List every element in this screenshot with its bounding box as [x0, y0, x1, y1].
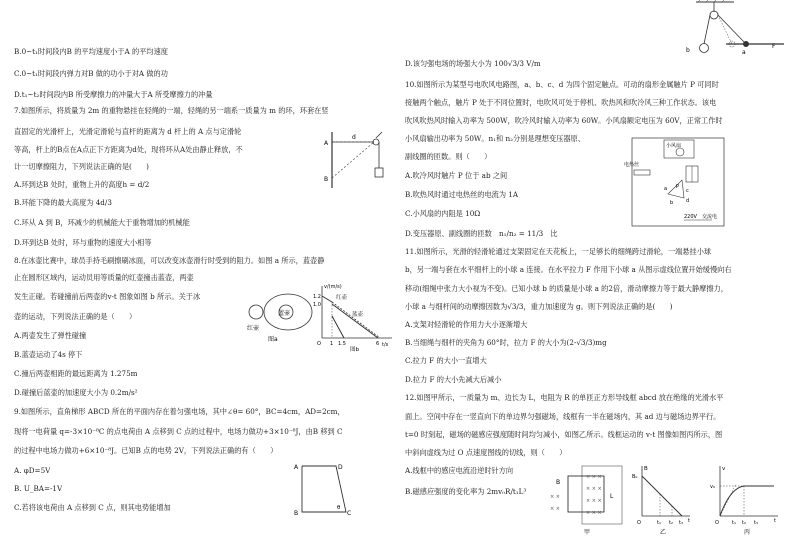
left-text-line: A.两壶发生了弹性碰撞: [14, 331, 87, 340]
q10-ac-label: 交流电: [702, 214, 718, 220]
left-text-line: D.t₁~t₂时间段内B 所受摩擦力的冲量大于A 所受摩擦力的冲量: [14, 90, 213, 99]
q9-label-theta: θ: [337, 505, 341, 511]
left-text-line: A. φD=5V: [14, 466, 51, 475]
q12-label-b: B: [556, 479, 561, 486]
q8-x-tick: O: [317, 341, 321, 347]
q10-fan-label: 小风扇: [666, 143, 682, 149]
q9-label-b: B: [294, 510, 299, 516]
q8-x-tick: 6: [376, 341, 380, 347]
left-text-line: 壶的运动，下列说法正确的是（ ）: [14, 312, 137, 321]
right-text-line: t=0 时刻起，磁场的磁感应强度随时间均匀减小，如图乙所示。线框运动的 v-t 图像如图丙所示，图: [405, 430, 723, 439]
q10-contact-d: d: [686, 198, 690, 204]
q12-figure-yi: [632, 462, 694, 536]
right-text-line: D.变压器原、副线圈的匝数 n₁/n₂ = 11/3 比: [405, 229, 558, 238]
q12-bing-v0: v₀: [710, 484, 715, 490]
left-text-line: B.环能下降的最大高度为 4d/3: [14, 198, 112, 207]
q12-bing-t2: t₂: [742, 520, 746, 526]
right-text-line: B.当细绳与细杆的夹角为 60°时，拉力 F 的大小为(2-√3/3)mg: [405, 338, 607, 347]
q8-vt-graph: [312, 282, 394, 352]
left-text-line: 止在圆形区域内，运动员用等质量的红壶撞击蓝壶，两壶: [14, 273, 194, 282]
q8-x-axis-label: t/s: [382, 342, 389, 348]
q7-pulley-figure: [318, 128, 390, 190]
q9-trapezoid-figure: [292, 460, 352, 516]
left-text-line: D.碰撞后蓝壶的加速度大小为 0.2m/s²: [14, 388, 138, 397]
left-text-line: 8.在冰壶比赛中，球员手持毛刷擦刷冰面，可以改变冰壶滑行时受到的阻力。如图 a 所示，蓝壶静: [14, 256, 325, 265]
right-text-line: 移动(细绳中张力大小视为不变)。已知小球 b 的质量是小球 a 的2倍，滑动摩擦力等于最大静摩擦力，: [405, 284, 728, 293]
right-text-line: B.吹热风时通过电热丝的电流为 1A: [405, 190, 519, 199]
q12-bing-t1: t₁: [732, 520, 736, 526]
q12-caption-jia: 甲: [584, 529, 591, 536]
q10-contact-b: b: [670, 200, 674, 206]
right-text-line: A.线框中的感应电流沿逆时针方向: [405, 466, 514, 475]
left-text-line: 的过程中电场力做功+6×10⁻⁸J。已知B 点的电势 2V，下列说法正确的有（ ）: [14, 446, 278, 455]
left-text-line: C.0~t₁时间段内弹力对B 做的功小于对A 做的功: [14, 69, 168, 78]
right-text-line: 小球 a 与细杆间的动摩擦因数为√3/3，重力加速度为 g。则下列说法正确的是( ): [405, 302, 673, 311]
q12-yi-axis-b: B: [644, 466, 648, 472]
right-text-line: 小风扇输出功率为 50W。n₁和 n₂分别是理想变压器原、: [405, 134, 585, 143]
q8-y-tick: 1.2: [313, 294, 321, 300]
q9-label-d: D: [338, 464, 343, 471]
q12-yi-t2: t₂: [669, 520, 673, 526]
q12-bing-t3: t₃: [754, 520, 758, 526]
right-text-line: 11.如图所示，光滑的轻滑轮通过支架固定在天花板上，一足够长的细绳跨过滑轮，一端悬挂小球: [405, 247, 712, 256]
right-text-line: A.吹冷风时触片 P 位于 ab 之间: [405, 171, 508, 180]
q8-blue-stone-label: 蓝壶: [278, 310, 291, 317]
left-text-line: 直固定的光滑杆上，光滑定滑轮与直杆的距离为 d 杆上的 A 点与定滑轮: [14, 127, 242, 136]
q10-contact-p: P: [676, 184, 680, 190]
left-text-line: 7.如图所示，将质量为 2m 的重物悬挂在轻绳的一端，轻绳的另一端系一质量为 m 的环，环套在竖: [14, 106, 329, 115]
right-text-line: 接触两个触点，触片 P 处于不同位置时，电吹风可处于停机、吹热风和吹冷风三种工作状态。该电: [405, 98, 717, 107]
left-text-line: D.环到达B 处时，环与重物的速度大小相等: [14, 238, 152, 247]
right-text-line: 10.如图所示为某型号电吹风电路图，a、b、c、d 为四个固定触点。可动的扇形金属触片 P 可同时: [405, 80, 719, 89]
q8-red-stone-label: 红壶: [247, 325, 260, 332]
q12-label-l: L: [610, 493, 614, 500]
right-text-line: C.拉力 F 的大小一直增大: [405, 356, 487, 365]
right-text-line: 副线圈的匝数。则（ ）: [405, 152, 492, 161]
left-text-line: B. U_BA=-1V: [14, 484, 63, 493]
svg-text:× × ×: × × ×: [586, 510, 602, 516]
svg-text:× ×: × ×: [550, 494, 560, 500]
left-text-line: 发生正碰。若碰撞前后两壶的v-t 图象如图 b 所示。关于冰: [14, 292, 201, 301]
q11-label-a: a: [742, 49, 746, 56]
q8-fig-b-caption: 图b: [350, 347, 359, 352]
left-text-line: C.若将该电荷由 A 点移到 C 点，则其电势能增加: [14, 503, 171, 512]
right-text-line: D.该匀强电场的场强大小为 100√3/3 V/m: [405, 59, 541, 68]
right-text-line: 12.如图甲所示，一质量为 m、边长为 L，电阻为 R 的单匝正方形导线框 abcd 放在绝缘的光滑水平: [405, 393, 724, 402]
q12-figure-bing: [710, 462, 782, 536]
right-text-line: C.小风扇的内阻是 10Ω: [405, 209, 481, 218]
q8-fig-a-caption: 图a: [268, 336, 278, 342]
q7-label-b: B: [324, 176, 329, 183]
q11-pulley-figure: [676, 0, 786, 58]
left-text-line: 等高，杆上的B点在A点正下方距离为d处，现将环从A处由静止释放，不: [14, 145, 243, 154]
q8-y-axis-label: v/(m/s): [324, 284, 342, 290]
q9-label-c: C: [347, 510, 352, 516]
right-text-line: B.磁感应强度的变化率为 2mv₀R/t₁L³: [405, 487, 527, 496]
right-text-line: 面上。空间中存在一竖直向下的单边界匀强磁场，线框有一半在磁场内，其 ad 边与磁场边界平行。: [405, 412, 721, 421]
q10-contact-c: c: [686, 188, 689, 194]
q8-x-tick: 1: [330, 341, 334, 347]
q8-red-curve-label: 红壶: [336, 295, 348, 301]
svg-text:× × ×: × × ×: [586, 474, 602, 480]
right-text-line: 中斜向虚线为过 O 点速度图线的切线，则（ ）: [405, 448, 567, 457]
right-text-line: A.支架对轻滑轮的作用力大小逐渐增大: [405, 320, 528, 329]
q12-yi-b0: B₀: [632, 474, 638, 480]
q12-yi-t-axis: t: [688, 518, 690, 524]
q11-label-b: b: [686, 47, 690, 54]
left-text-line: C.环从 A 到 B，环减少的机械能大于重物增加的机械能: [14, 218, 190, 227]
q12-figure-jia: [546, 464, 628, 536]
q12-bing-t-axis: t: [774, 518, 776, 524]
q12-yi-t3: t₃: [679, 520, 683, 526]
left-text-line: B.0~t₁时间段内B 的平均速度小于A 的平均速度: [14, 47, 168, 56]
q12-yi-t1: t₁: [657, 520, 661, 526]
q9-label-a: A: [294, 464, 299, 471]
q12-bing-axis-v: v: [722, 466, 726, 472]
left-text-line: 计一切摩擦阻力，下列说法正确的是( ): [14, 162, 149, 171]
q11-label-f: F: [772, 43, 776, 50]
left-text-line: A.环到达B 处时，重物上升的高度h = d/2: [14, 180, 150, 189]
q10-heater-label: 电热丝: [624, 162, 640, 168]
left-text-line: 9.如图所示，直角梯形 ABCD 所在的平面内存在着匀强电场，其中∠θ= 60°，BC=4cm，AD=2cm，: [14, 407, 345, 416]
left-text-line: B.蓝壶运动了4s 停下: [14, 350, 83, 359]
q7-label-a: A: [324, 140, 329, 147]
q8-figure-a: [238, 290, 316, 342]
q12-caption-yi: 乙: [660, 529, 667, 536]
svg-text:× ×: × ×: [550, 506, 560, 512]
svg-text:× × ×: × × ×: [586, 498, 602, 504]
q8-x-tick: 1.5: [338, 341, 346, 347]
q10-circuit-figure: [624, 132, 728, 232]
right-text-line: D.拉力 F 的大小先减大后减小: [405, 375, 502, 384]
q10-voltage-label: 220V: [684, 214, 697, 220]
q8-y-tick: 1.0: [313, 302, 321, 308]
q12-yi-origin: O: [637, 520, 641, 526]
q7-label-d: d: [352, 134, 356, 141]
right-text-line: 吹风吹热风时输入功率为 500W，吹冷风时输入功率为 60W。小风扇额定电压为 60V，正常工作时: [405, 116, 723, 125]
right-text-line: b，另一端与套在水平细杆上的小球 a 连接。在水平拉力 F 作用下小球 a 从图示虚线位置开始缓慢向右: [405, 265, 732, 274]
left-text-line: C.撞后两壶相距的最远距离为 1.275m: [14, 369, 138, 378]
q12-bing-origin: O: [715, 520, 719, 526]
q12-caption-bing: 丙: [744, 529, 751, 536]
q10-contact-a: a: [664, 186, 668, 192]
q8-blue-curve-label: 蓝壶: [352, 312, 364, 318]
svg-text:× × ×: × × ×: [586, 486, 602, 492]
left-text-line: 现将一电荷量 q=-3×10⁻⁸C 的点电荷由 A 点移到 C 点的过程中，电场力做功+3×10⁻⁸J，由B 移到 C: [14, 427, 343, 436]
